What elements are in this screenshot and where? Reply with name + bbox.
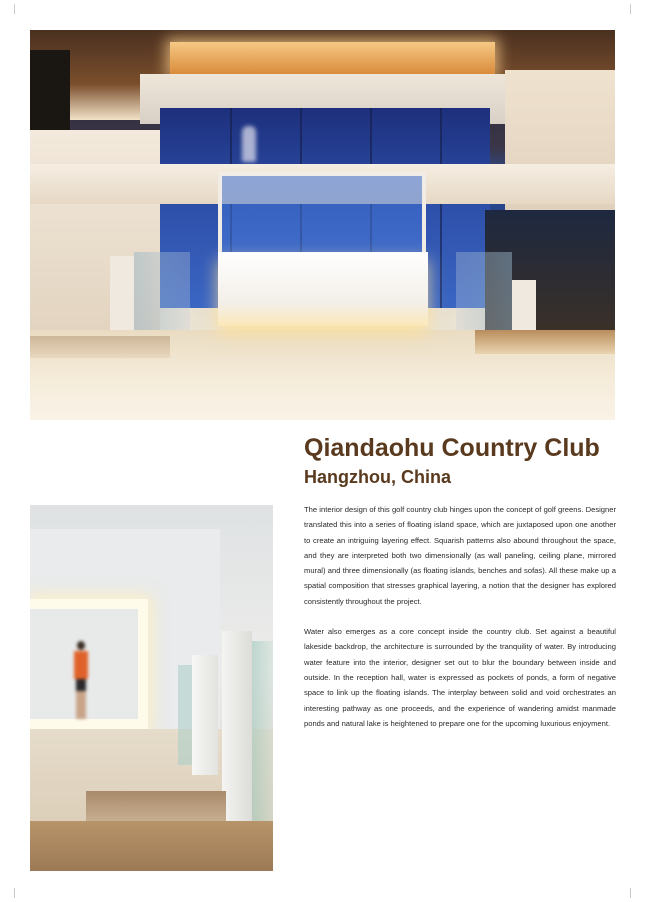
- window-mullion: [440, 108, 442, 308]
- glass-railing-left: [134, 252, 190, 332]
- reception-hall-photo: [30, 30, 615, 420]
- crop-mark-top-right: [630, 4, 641, 14]
- blurred-figure: [242, 126, 256, 162]
- page-subtitle: Hangzhou, China: [304, 467, 451, 487]
- article-paragraph: The interior design of this golf country club hinges upon the concept of golf greens. Designer translated this into a series of floating island space, which are juxtaposed upon one another to create an intriguing layering effect. Squarish patterns also abound throughout the space, and they are interpreted both two dimensionally (as wall paneling, ceiling plane, mirrored mural) and three dimensionally (as floating islands, benches and sofas). All these make up a spatial composition that stresses graphical layering, a notion that the designer has explored consistently throughout the project.: [304, 505, 616, 606]
- person-legs: [76, 679, 86, 719]
- page-title: Qiandaohu Country Club: [304, 434, 600, 462]
- walking-person: [72, 641, 90, 721]
- ceiling-light-cove: [170, 42, 495, 74]
- pond-right: [475, 330, 615, 354]
- pond-left: [30, 336, 170, 358]
- article-body: [304, 502, 616, 746]
- crop-mark-bottom-left: [4, 888, 15, 898]
- person-head: [77, 641, 85, 650]
- article-paragraph: Water also emerges as a core concept inside the country club. Set against a beautiful lakeside backdrop, the architecture is surrounded by the tranquility of water. By introducing water feature into the interior, designer set out to blur the boundary between inside and outside. In the reception hall, water is expressed as pockets of ponds, a form of negative space to link up the floating islands. The interplay between solid and void orchestrates an interesting pathway as one proceeds, and the experience of wandering amidst manmade ponds and natural lake is heightened to prepare one for the upcoming luxurious enjoyment.: [304, 627, 616, 728]
- glass-partition-back: [178, 665, 192, 765]
- indoor-pond: [86, 791, 226, 821]
- person-torso: [74, 651, 88, 679]
- wooden-step: [30, 821, 273, 871]
- reception-desk: [218, 252, 428, 326]
- glass-partition-front: [252, 641, 273, 821]
- crop-mark-bottom-right: [630, 888, 641, 898]
- crop-mark-top-left: [4, 4, 15, 14]
- white-panel-front: [222, 631, 252, 821]
- corridor-photo: [30, 505, 273, 871]
- glass-railing-right: [456, 252, 512, 332]
- white-panel-back: [192, 655, 218, 775]
